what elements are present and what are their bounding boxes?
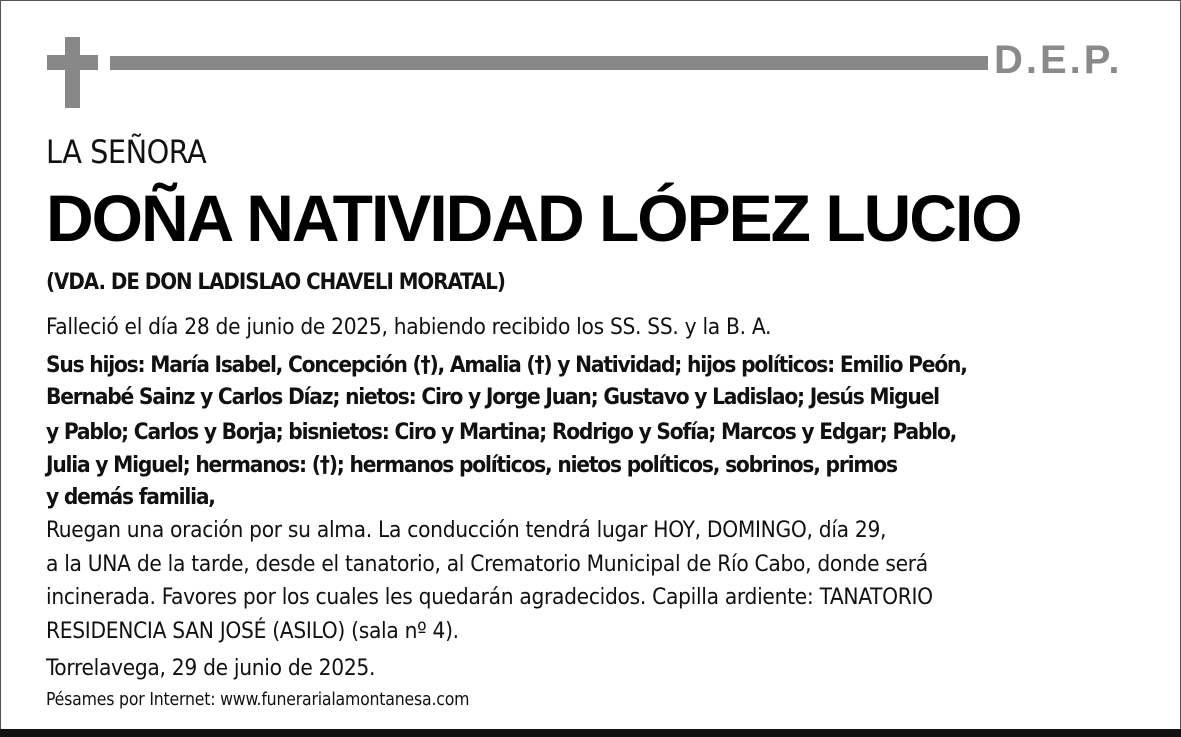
deceased-name: DOÑA NATIVIDAD LÓPEZ LUCIO <box>46 181 1021 255</box>
place-date: Torrelavega, 29 de junio de 2025. <box>46 655 376 681</box>
ceremony-line: RESIDENCIA SAN JOSÉ (ASILO) (sala nº 4). <box>46 618 459 644</box>
ceremony-line: incinerada. Favores por los cuales les quedarán agradecidos. Capilla ardiente: TANATORIO <box>46 584 933 610</box>
honorific: LA SEÑORA <box>46 133 207 171</box>
family-line: y Pablo; Carlos y Borja; bisnietos: Ciro y Martina; Rodrigo y Sofía; Marcos y Edgar; Pablo, <box>46 419 957 445</box>
ceremony-line: a la UNA de la tarde, desde el tanatorio, al Crematorio Municipal de Río Cabo, donde será <box>46 551 928 577</box>
family-line: y demás familia, <box>46 484 215 510</box>
condolences-link[interactable]: Pésames por Internet: www.funerarialamontanesa.com <box>46 690 470 710</box>
death-notice: Falleció el día 28 de junio de 2025, habiendo recibido los SS. SS. y la B. A. <box>46 314 772 340</box>
ceremony-line: Ruegan una oración por su alma. La conducción tendrá lugar HOY, DOMINGO, día 29, <box>46 517 887 543</box>
dep-label: D.E.P. <box>994 38 1123 82</box>
header-rule <box>110 56 988 70</box>
cross-horizontal-bar <box>47 55 98 70</box>
cross-vertical-bar <box>65 37 80 108</box>
family-line: Julia y Miguel; hermanos: (†); hermanos políticos, nietos políticos, sobrinos, primos <box>46 452 897 478</box>
family-line: Sus hijos: María Isabel, Concepción (†), Amalia (†) y Natividad; hijos políticos: Emilio Peón, <box>46 352 967 378</box>
family-line: Bernabé Sainz y Carlos Díaz; nietos: Ciro y Jorge Juan; Gustavo y Ladislao; Jesús Miguel <box>46 384 939 410</box>
bottom-rule <box>0 729 1181 737</box>
widow-of: (VDA. DE DON LADISLAO CHAVELI MORATAL) <box>46 270 505 295</box>
